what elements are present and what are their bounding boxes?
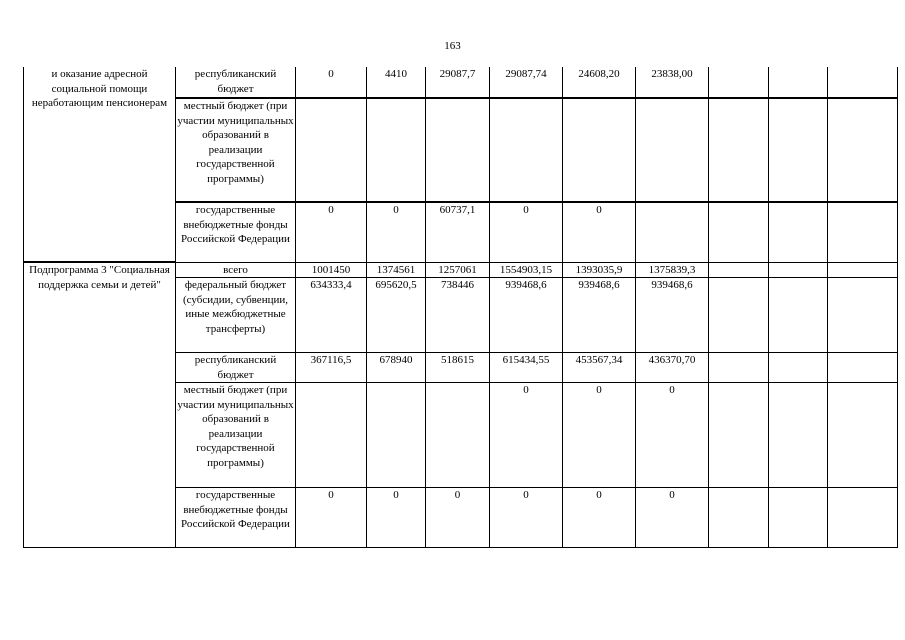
funding-source-cell: государственные внебюджетные фонды Российской Федерации <box>176 202 296 262</box>
value-cell: 0 <box>490 383 563 488</box>
value-cell: 0 <box>563 488 636 548</box>
value-cell: 615434,55 <box>490 353 563 383</box>
value-cell: 367116,5 <box>296 353 367 383</box>
value-cell <box>367 98 426 202</box>
funding-source-cell: всего <box>176 262 296 278</box>
value-cell: 678940 <box>367 353 426 383</box>
value-cell <box>296 383 367 488</box>
page-number: 163 <box>444 40 461 52</box>
value-cell <box>828 488 898 548</box>
funding-source-cell: местный бюджет (при участии муниципальных образований в реализации государственной программы) <box>176 98 296 202</box>
value-cell: 0 <box>367 488 426 548</box>
value-cell: 29087,7 <box>426 67 490 98</box>
value-cell <box>367 383 426 488</box>
value-cell: 23838,00 <box>636 67 709 98</box>
value-cell <box>636 202 709 262</box>
value-cell <box>490 98 563 202</box>
value-cell <box>563 98 636 202</box>
value-cell: 24608,20 <box>563 67 636 98</box>
value-cell <box>769 67 828 98</box>
table-row <box>24 67 898 98</box>
value-cell: 1375839,3 <box>636 262 709 278</box>
program-name-cell: и оказание адресной социальной помощи неработающим пенсионерам <box>24 67 176 262</box>
budget-table <box>23 67 898 548</box>
table-row <box>24 262 898 278</box>
value-cell <box>769 202 828 262</box>
value-cell: 0 <box>563 202 636 262</box>
value-cell <box>769 383 828 488</box>
funding-source-cell: государственные внебюджетные фонды Российской Федерации <box>176 488 296 548</box>
value-cell <box>769 278 828 353</box>
value-cell: 436370,70 <box>636 353 709 383</box>
value-cell: 0 <box>490 488 563 548</box>
value-cell: 695620,5 <box>367 278 426 353</box>
value-cell: 939468,6 <box>490 278 563 353</box>
funding-source-cell: республиканский бюджет <box>176 67 296 98</box>
value-cell <box>828 262 898 278</box>
value-cell <box>769 488 828 548</box>
funding-source-cell: федеральный бюджет (субсидии, субвенции, иные межбюджетные трансферты) <box>176 278 296 353</box>
value-cell <box>828 353 898 383</box>
value-cell: 939468,6 <box>563 278 636 353</box>
value-cell: 1393035,9 <box>563 262 636 278</box>
value-cell <box>828 98 898 202</box>
value-cell: 453567,34 <box>563 353 636 383</box>
program-name-cell: Подпрограмма 3 "Социальная поддержка семьи и детей" <box>24 262 176 548</box>
value-cell <box>426 98 490 202</box>
value-cell: 1001450 <box>296 262 367 278</box>
value-cell: 4410 <box>367 67 426 98</box>
value-cell: 0 <box>296 202 367 262</box>
value-cell: 0 <box>636 488 709 548</box>
value-cell: 0 <box>367 202 426 262</box>
value-cell <box>709 353 769 383</box>
value-cell: 29087,74 <box>490 67 563 98</box>
value-cell: 0 <box>296 67 367 98</box>
value-cell: 518615 <box>426 353 490 383</box>
value-cell <box>636 98 709 202</box>
value-cell: 738446 <box>426 278 490 353</box>
value-cell: 0 <box>296 488 367 548</box>
value-cell <box>709 67 769 98</box>
value-cell: 0 <box>426 488 490 548</box>
value-cell <box>828 67 898 98</box>
value-cell <box>828 383 898 488</box>
value-cell: 60737,1 <box>426 202 490 262</box>
value-cell <box>709 383 769 488</box>
value-cell <box>426 383 490 488</box>
value-cell <box>709 202 769 262</box>
value-cell <box>709 98 769 202</box>
value-cell <box>709 262 769 278</box>
value-cell <box>828 202 898 262</box>
value-cell: 0 <box>563 383 636 488</box>
value-cell: 634333,4 <box>296 278 367 353</box>
value-cell <box>769 353 828 383</box>
value-cell <box>769 262 828 278</box>
value-cell <box>769 98 828 202</box>
value-cell: 0 <box>490 202 563 262</box>
value-cell: 1554903,15 <box>490 262 563 278</box>
value-cell: 1257061 <box>426 262 490 278</box>
value-cell: 1374561 <box>367 262 426 278</box>
value-cell: 939468,6 <box>636 278 709 353</box>
value-cell: 0 <box>636 383 709 488</box>
value-cell <box>296 98 367 202</box>
value-cell <box>709 278 769 353</box>
value-cell <box>828 278 898 353</box>
value-cell <box>709 488 769 548</box>
funding-source-cell: республиканский бюджет <box>176 353 296 383</box>
funding-source-cell: местный бюджет (при участии муниципальных образований в реализации государственной программы) <box>176 383 296 488</box>
